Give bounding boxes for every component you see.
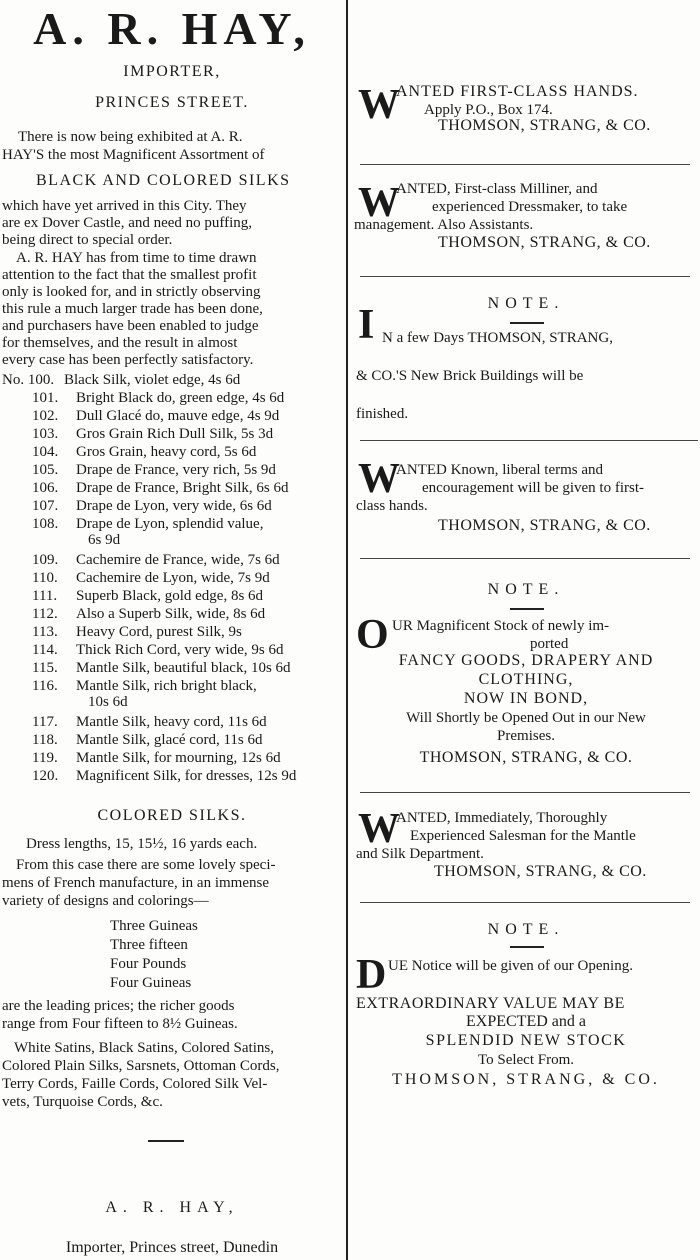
note-heading: NOTE.: [487, 921, 565, 938]
ad-line: encouragement will be given to first-: [422, 480, 645, 496]
ad-line: N a few Days THOMSON, STRANG,: [382, 330, 613, 346]
ad-line: To Select From.: [477, 1052, 575, 1068]
price-item: 115. Mantle Silk, beautiful black, 10s 6d: [32, 660, 291, 676]
leading-line: range from Four fifteen to 8½ Guineas.: [2, 1016, 238, 1032]
price-item: 110. Cachemire de Lyon, wide, 7s 9d: [32, 570, 270, 586]
advert-subtitle: IMPORTER,: [123, 63, 221, 80]
price-item: 120. Magnificent Silk, for dresses, 12s 9d: [32, 768, 297, 784]
price-option: Three fifteen: [110, 937, 188, 953]
note-heading: NOTE.: [487, 581, 565, 598]
price-option: Four Pounds: [110, 956, 187, 972]
ad-divider: [360, 276, 690, 277]
separator-dash: [510, 322, 544, 324]
ad-line: Will Shortly be Opened Out in our New: [406, 710, 646, 726]
ad-line: ANTED FIRST-CLASS HANDS.: [396, 83, 639, 100]
ad-line: experienced Dressmaker, to take: [432, 199, 628, 215]
ad-signature: THOMSON, STRANG, & CO.: [392, 1071, 660, 1088]
ad-line: Premises.: [497, 728, 555, 744]
ad-line: ported: [530, 636, 569, 652]
price-item: 113. Heavy Cord, purest Silk, 9s: [32, 624, 242, 640]
separator-dash: [510, 608, 544, 610]
intro-line: There is now being exhibited at A. R.: [18, 129, 243, 145]
para-line: and purchasers have been enabled to judge: [2, 318, 259, 334]
price-item: 107. Drape de Lyon, very wide, 6s 6d: [32, 498, 272, 514]
ad-signature: THOMSON, STRANG, & CO.: [438, 234, 651, 251]
ad-line: ANTED Known, liberal terms and: [396, 462, 604, 478]
price-option: Three Guineas: [110, 918, 198, 934]
ad-line: CLOTHING,: [478, 671, 574, 688]
ad-divider: [360, 558, 690, 559]
price-item: No. 100. Black Silk, violet edge, 4s 6d: [2, 372, 241, 388]
para-line: A. R. HAY has from time to time drawn: [16, 250, 257, 266]
ad-signature: THOMSON, STRANG, & CO.: [438, 117, 651, 134]
ad-divider: [360, 902, 690, 903]
ad-line: management. Also Assistants.: [354, 217, 534, 233]
price-item: 119. Mantle Silk, for mourning, 12s 6d: [32, 750, 281, 766]
price-item: 104. Gros Grain, heavy cord, 5s 6d: [32, 444, 257, 460]
dropcap: W: [358, 806, 400, 852]
price-option: Four Guineas: [110, 975, 192, 991]
price-item: 109. Cachemire de France, wide, 7s 6d: [32, 552, 280, 568]
para-line: every case has been perfectly satisfactory.: [2, 352, 254, 368]
ad-divider: [360, 164, 690, 165]
dropcap: W: [358, 180, 400, 226]
thomson-strang-adverts: [352, 0, 700, 1260]
dress-lengths: Dress lengths, 15, 15½, 16 yards each.: [26, 836, 258, 852]
price-item: 117. Mantle Silk, heavy cord, 11s 6d: [32, 714, 267, 730]
ad-line: finished.: [356, 406, 409, 422]
ad-line: SPLENDID NEW STOCK: [425, 1032, 627, 1049]
dropcap: W: [358, 82, 400, 128]
price-item: 101. Bright Black do, green edge, 4s 6d: [32, 390, 285, 406]
para-line: attention to the fact that the smallest profit: [2, 267, 257, 283]
ad-line: Experienced Salesman for the Mantle: [410, 828, 636, 844]
satins-line: Colored Plain Silks, Sarsnets, Ottoman Cords,: [2, 1058, 280, 1074]
case-line: From this case there are some lovely speci-: [16, 857, 276, 873]
dropcap: W: [358, 456, 400, 502]
ad-line: ANTED, Immediately, Thoroughly: [396, 810, 608, 826]
para-line: which have yet arrived in this City. They: [2, 198, 247, 214]
price-item-cont: 6s 9d: [88, 532, 121, 548]
satins-line: Terry Cords, Faille Cords, Colored Silk Vel-: [2, 1076, 268, 1092]
para-line: this rule a much larger trade has been done,: [2, 301, 263, 317]
case-line: variety of designs and colorings—: [2, 893, 209, 909]
price-item: 106. Drape de France, Bright Silk, 6s 6d: [32, 480, 289, 496]
column-divider: [346, 0, 348, 1260]
ad-line: ANTED, First-class Milliner, and: [396, 181, 598, 197]
note-heading: NOTE.: [487, 295, 565, 312]
price-item: 108. Drape de Lyon, splendid value,: [32, 516, 264, 532]
dropcap: O: [356, 612, 389, 658]
ad-line: EXTRAORDINARY VALUE MAY BE: [356, 995, 625, 1012]
para-line: for themselves, and the result in almost: [2, 335, 238, 351]
hay-advertisement: [0, 0, 344, 1260]
separator-dash: [148, 1140, 184, 1142]
ad-line: NOW IN BOND,: [463, 690, 589, 707]
price-item: 103. Gros Grain Rich Dull Silk, 5s 3d: [32, 426, 274, 442]
ad-signature: THOMSON, STRANG, & CO.: [438, 517, 651, 534]
ad-line: and Silk Department.: [356, 846, 484, 862]
para-line: being direct to special order.: [2, 232, 173, 248]
para-line: only is looked for, and in strictly observing: [2, 284, 261, 300]
colored-heading: COLORED SILKS.: [97, 807, 247, 824]
ad-divider: [360, 792, 690, 793]
price-item: 102. Dull Glacé do, mauve edge, 4s 9d: [32, 408, 280, 424]
para-line: are ex Dover Castle, and need no puffing,: [2, 215, 253, 231]
price-item: 111. Superb Black, gold edge, 8s 6d: [32, 588, 264, 604]
price-item-cont: 10s 6d: [88, 694, 128, 710]
footer-address: Importer, Princes street, Dunedin: [65, 1239, 279, 1256]
ad-line: UE Notice will be given of our Opening.: [388, 958, 633, 974]
advert-street: PRINCES STREET.: [95, 94, 249, 111]
advert-title: A. R. HAY,: [33, 3, 311, 54]
ad-line: class hands.: [356, 498, 428, 514]
leading-line: are the leading prices; the richer goods: [2, 998, 235, 1014]
price-item: 114. Thick Rich Cord, very wide, 9s 6d: [32, 642, 284, 658]
ad-line: UR Magnificent Stock of newly im-: [392, 618, 610, 634]
ad-signature: THOMSON, STRANG, & CO.: [419, 749, 633, 766]
ad-signature: THOMSON, STRANG, & CO.: [434, 863, 647, 880]
case-line: mens of French manufacture, in an immense: [2, 875, 269, 891]
dropcap: I: [358, 302, 375, 348]
price-item: 112. Also a Superb Silk, wide, 8s 6d: [32, 606, 266, 622]
ad-divider: [360, 440, 698, 441]
silks-heading: BLACK AND COLORED SILKS: [36, 172, 291, 189]
satins-line: vets, Turquoise Cords, &c.: [2, 1094, 163, 1110]
ad-line: FANCY GOODS, DRAPERY AND: [398, 652, 654, 669]
intro-line: HAY'S the most Magnificent Assortment of: [2, 147, 265, 163]
footer-name: A. R. HAY,: [105, 1199, 239, 1216]
ad-line: & CO.'S New Brick Buildings will be: [356, 368, 584, 384]
satins-line: White Satins, Black Satins, Colored Satins,: [14, 1040, 274, 1056]
ad-line: EXPECTED and a: [466, 1013, 586, 1030]
price-item: 118. Mantle Silk, glacé cord, 11s 6d: [32, 732, 263, 748]
dropcap: D: [356, 952, 387, 998]
separator-dash: [510, 946, 544, 948]
ad-line: Apply P.O., Box 174.: [424, 102, 553, 118]
price-item: 105. Drape de France, very rich, 5s 9d: [32, 462, 276, 478]
price-item: 116. Mantle Silk, rich bright black,: [32, 678, 257, 694]
